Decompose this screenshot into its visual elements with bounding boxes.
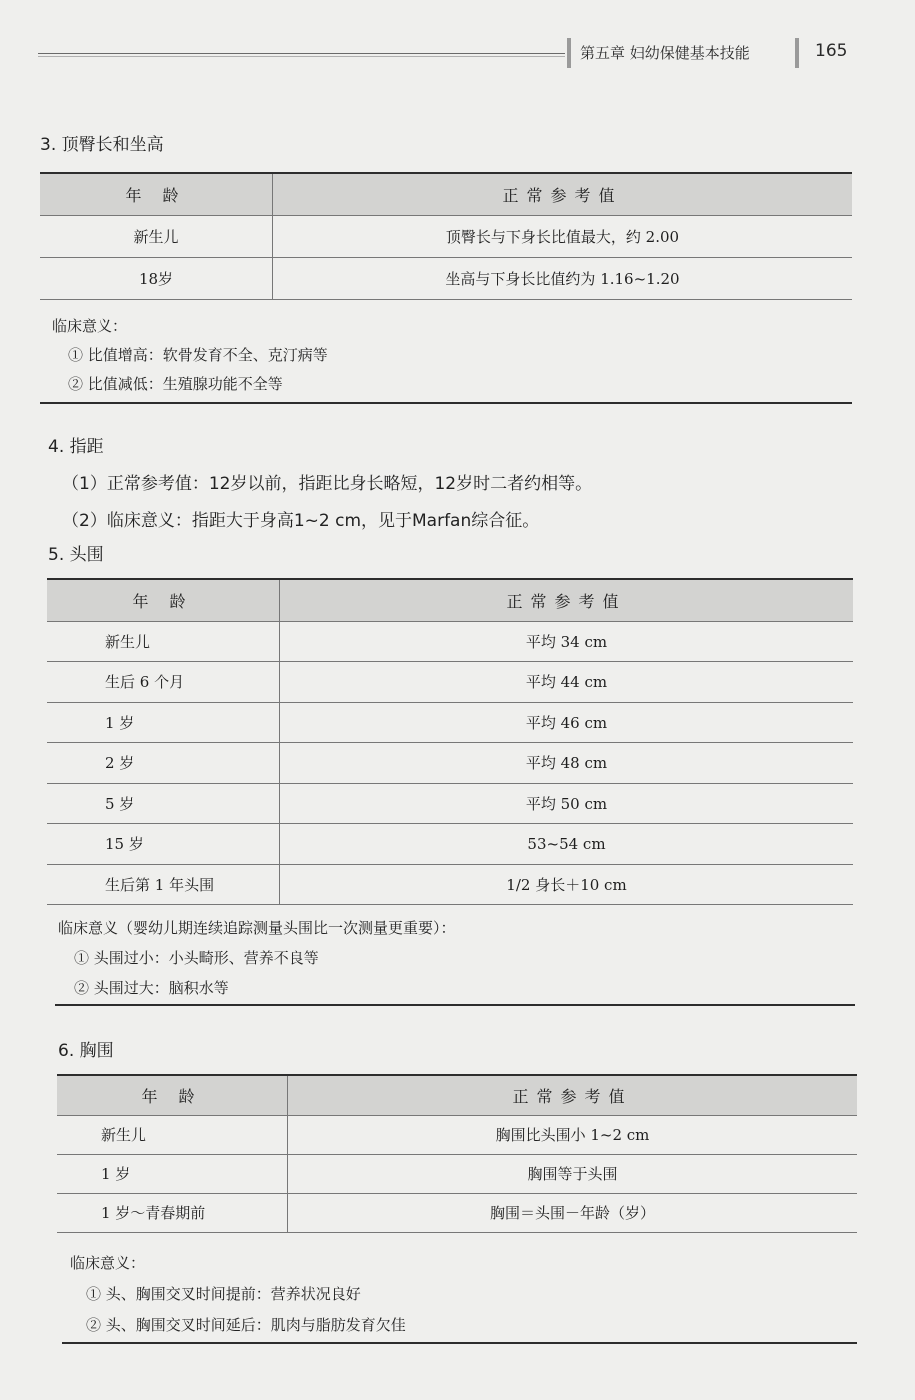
- table-cell: 1 岁: [47, 702, 280, 743]
- table-cell: 平均 50 cm: [280, 783, 854, 824]
- column-header-age: 年 龄: [40, 173, 273, 215]
- section-rule: [55, 1004, 855, 1006]
- table-cell: 5 岁: [47, 783, 280, 824]
- note-item: ② 比值减低：生殖腺功能不全等: [68, 375, 283, 393]
- table-cell: 平均 48 cm: [280, 743, 854, 784]
- header-rule-secondary: [38, 56, 565, 57]
- table-cell: 坐高与下身长比值约为 1.16~1.20: [273, 257, 853, 299]
- clinical-significance-5: [58, 913, 456, 1003]
- table-cell: 1 岁～青春期前: [57, 1193, 288, 1232]
- table-cell: 15 岁: [47, 824, 280, 865]
- note-item: ① 头、胸围交叉时间提前：营养状况良好: [86, 1285, 361, 1303]
- table-cell: 胸围＝头围－年龄（岁）: [288, 1193, 858, 1232]
- table-cell: 平均 44 cm: [280, 662, 854, 703]
- section-5-heading: 5. 头围: [48, 545, 104, 565]
- column-header-age: 年 龄: [57, 1075, 288, 1115]
- table-cell: 1/2 身长＋10 cm: [280, 864, 854, 905]
- note-item: ② 头、胸围交叉时间延后：肌肉与脂肪发育欠佳: [86, 1316, 406, 1334]
- section-6-heading: 6. 胸围: [58, 1041, 114, 1061]
- note-title: 临床意义：: [52, 317, 128, 335]
- page-number: 165: [815, 41, 848, 61]
- table-cell: 生后 6 个月: [47, 662, 280, 703]
- table-chest-circumference: [57, 1074, 857, 1233]
- table-cell: 顶臀长与下身长比值最大，约 2.00: [273, 215, 853, 257]
- table-cell: 新生儿: [47, 621, 280, 662]
- table-cell: 新生儿: [57, 1115, 288, 1154]
- section-3-heading: 3. 顶臀长和坐高: [40, 135, 164, 155]
- note-title: 临床意义（婴幼儿期连续追踪测量头围比一次测量更重要）：: [58, 919, 456, 937]
- table-cell: 生后第 1 年头围: [47, 864, 280, 905]
- table-cell: 平均 46 cm: [280, 702, 854, 743]
- chapter-title: 第五章 妇幼保健基本技能: [580, 44, 750, 62]
- column-header-reference: 正常参考值: [288, 1075, 858, 1115]
- table-cell: 胸围比头围小 1~2 cm: [288, 1115, 858, 1154]
- header-rule: [38, 53, 565, 54]
- clinical-significance-3: [52, 312, 328, 399]
- table-cell: 18岁: [40, 257, 273, 299]
- note-item: ① 比值增高：软骨发育不全、克汀病等: [68, 346, 328, 364]
- clinical-significance-6: [70, 1248, 406, 1341]
- table-cell: 平均 34 cm: [280, 621, 854, 662]
- note-item: ② 头围过大：脑积水等: [74, 979, 229, 997]
- table-cell: 1 岁: [57, 1154, 288, 1193]
- column-header-reference: 正常参考值: [273, 173, 853, 215]
- table-cell: 新生儿: [40, 215, 273, 257]
- column-header-age: 年 龄: [47, 579, 280, 621]
- paragraph-clinical-significance: （2）临床意义：指距大于身高1~2 cm，见于Marfan综合征。: [62, 511, 540, 531]
- table-cell: 53~54 cm: [280, 824, 854, 865]
- table-crown-rump: [40, 172, 852, 300]
- table-cell: 2 岁: [47, 743, 280, 784]
- header-divider: [795, 38, 799, 68]
- column-header-reference: 正常参考值: [280, 579, 854, 621]
- note-item: ① 头围过小：小头畸形、营养不良等: [74, 949, 319, 967]
- section-rule: [62, 1342, 857, 1344]
- header-divider: [567, 38, 571, 68]
- note-title: 临床意义：: [70, 1254, 146, 1272]
- paragraph-normal-value: （1）正常参考值：12岁以前，指距比身长略短，12岁时二者约相等。: [62, 474, 593, 494]
- table-cell: 胸围等于头围: [288, 1154, 858, 1193]
- section-rule: [40, 402, 852, 404]
- table-head-circumference: [47, 578, 853, 905]
- section-4-heading: 4. 指距: [48, 437, 104, 457]
